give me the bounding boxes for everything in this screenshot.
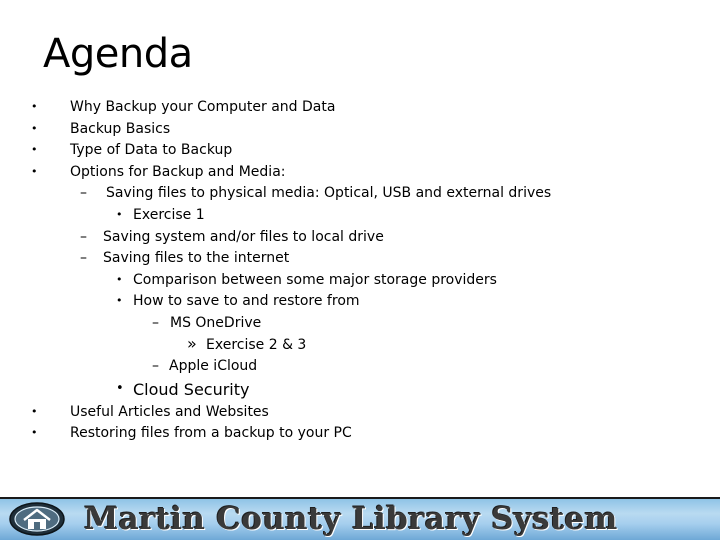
- bullet-marker: •: [116, 273, 123, 286]
- dash-marker: –: [152, 358, 159, 374]
- bullet-marker: •: [116, 294, 123, 307]
- dash-marker: –: [152, 315, 159, 331]
- cloud-security: Cloud Security: [133, 380, 250, 399]
- bullet-marker: •: [31, 405, 38, 418]
- bullet-marker: •: [31, 122, 38, 135]
- ms-onedrive: MS OneDrive: [170, 315, 262, 331]
- option-physical-media: Saving files to physical media: Optical, USB and external drives: [106, 185, 552, 201]
- how-to-save-restore: How to save to and restore from: [133, 293, 360, 309]
- bullet-marker: •: [31, 165, 38, 178]
- footer-banner: [0, 497, 720, 540]
- bullet-marker: •: [31, 426, 38, 439]
- agenda-item-restoring-files: Restoring files from a backup to your PC: [70, 425, 352, 441]
- slide-title: Agenda: [43, 31, 193, 77]
- option-internet: Saving files to the internet: [103, 250, 290, 266]
- library-name: Martin County Library System: [84, 501, 618, 537]
- exercise-2-3: Exercise 2 & 3: [206, 337, 307, 353]
- agenda-item-backup-basics: Backup Basics: [70, 121, 171, 137]
- agenda-item-type-of-data: Type of Data to Backup: [70, 142, 233, 158]
- storage-providers-comparison: Comparison between some major storage providers: [133, 272, 497, 288]
- dash-marker: –: [80, 250, 87, 266]
- exercise-1: Exercise 1: [133, 207, 205, 223]
- agenda-item-options: Options for Backup and Media:: [70, 164, 286, 180]
- agenda-item-why-backup: Why Backup your Computer and Data: [70, 99, 336, 115]
- bullet-marker: •: [31, 100, 38, 113]
- house-globe-icon: [8, 501, 66, 537]
- bullet-marker: •: [31, 143, 38, 156]
- guillemet-marker: »: [187, 334, 197, 353]
- option-local-drive: Saving system and/or files to local drive: [103, 229, 384, 245]
- bullet-marker: •: [116, 208, 123, 221]
- apple-icloud: Apple iCloud: [169, 358, 258, 374]
- dash-marker: –: [80, 229, 87, 245]
- bullet-marker: •: [116, 381, 124, 396]
- dash-marker: –: [80, 185, 87, 201]
- agenda-item-useful-articles: Useful Articles and Websites: [70, 404, 269, 420]
